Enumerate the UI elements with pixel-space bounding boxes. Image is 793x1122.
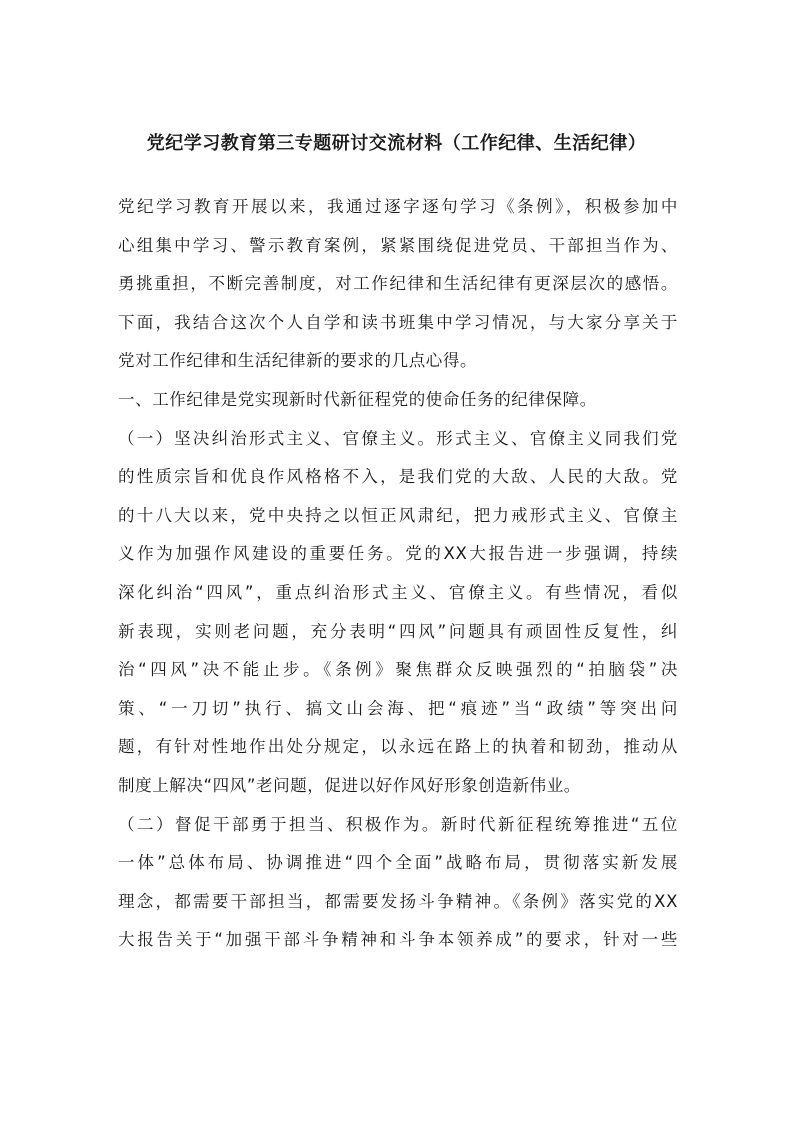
body-line: 新表现，实则老问题，充分表明“四风”问题具有顽固性反复性，纠 (118, 621, 678, 641)
body-line: 心组集中学习、警示教育案例，紧紧围绕促进党员、干部担当作为、 (118, 235, 678, 255)
body-line: 党纪学习教育开展以来，我通过逐字逐句学习《条例》，积极参加中 (118, 197, 678, 216)
body-line: 一体”总体布局、协调推进“四个全面”战略布局，贯彻落实新发展 (118, 853, 678, 873)
body-line: 一、工作纪律是党实现新时代新征程党的使命任务的纪律保障。 (118, 389, 597, 409)
body-line: 题，有针对性地作出处分规定，以永远在路上的执着和韧劲，推动从 (118, 737, 678, 757)
body-line: 理念，都需要干部担当，都需要发扬斗争精神。《条例》落实党的XX (118, 891, 678, 911)
body-line: 治“四风”决不能止步。《条例》聚焦群众反映强烈的“拍脑袋”决 (118, 660, 678, 680)
body-line: 下面，我结合这次个人自学和读书班集中学习情况，与大家分享关于 (118, 312, 678, 332)
document-title: 党纪学习教育第三专题研讨交流材料（工作纪律、生活纪律） (146, 133, 647, 154)
body-line: 策、“一刀切”执行、搞文山会海、把“痕迹”当“政绩”等突出问 (118, 698, 678, 718)
body-line: 义作为加强作风建设的重要任务。党的XX大报告进一步强调，持续 (118, 544, 678, 564)
body-line: （二）督促干部勇于担当、积极作为。新时代新征程统筹推进“五位 (118, 814, 678, 834)
document-body (118, 188, 678, 960)
body-line: （一）坚决纠治形式主义、官僚主义。形式主义、官僚主义同我们党 (118, 428, 678, 448)
body-line: 大报告关于“加强干部斗争精神和斗争本领养成”的要求，针对一些 (118, 930, 678, 950)
body-line: 的十八大以来，党中央持之以恒正风肃纪，把力戒形式主义、官僚主 (118, 505, 678, 525)
body-line: 的性质宗旨和优良作风格格不入，是我们党的大敌、人民的大敌。党 (118, 467, 678, 487)
body-line: 制度上解决“四风”老问题，促进以好作风好形象创造新伟业。 (118, 775, 581, 795)
body-line: 党对工作纪律和生活纪律新的要求的几点心得。 (118, 351, 478, 371)
body-line: 勇挑重担，不断完善制度，对工作纪律和生活纪律有更深层次的感悟。 (118, 274, 678, 294)
body-line: 深化纠治“四风”，重点纠治形式主义、官僚主义。有些情况，看似 (118, 582, 678, 602)
